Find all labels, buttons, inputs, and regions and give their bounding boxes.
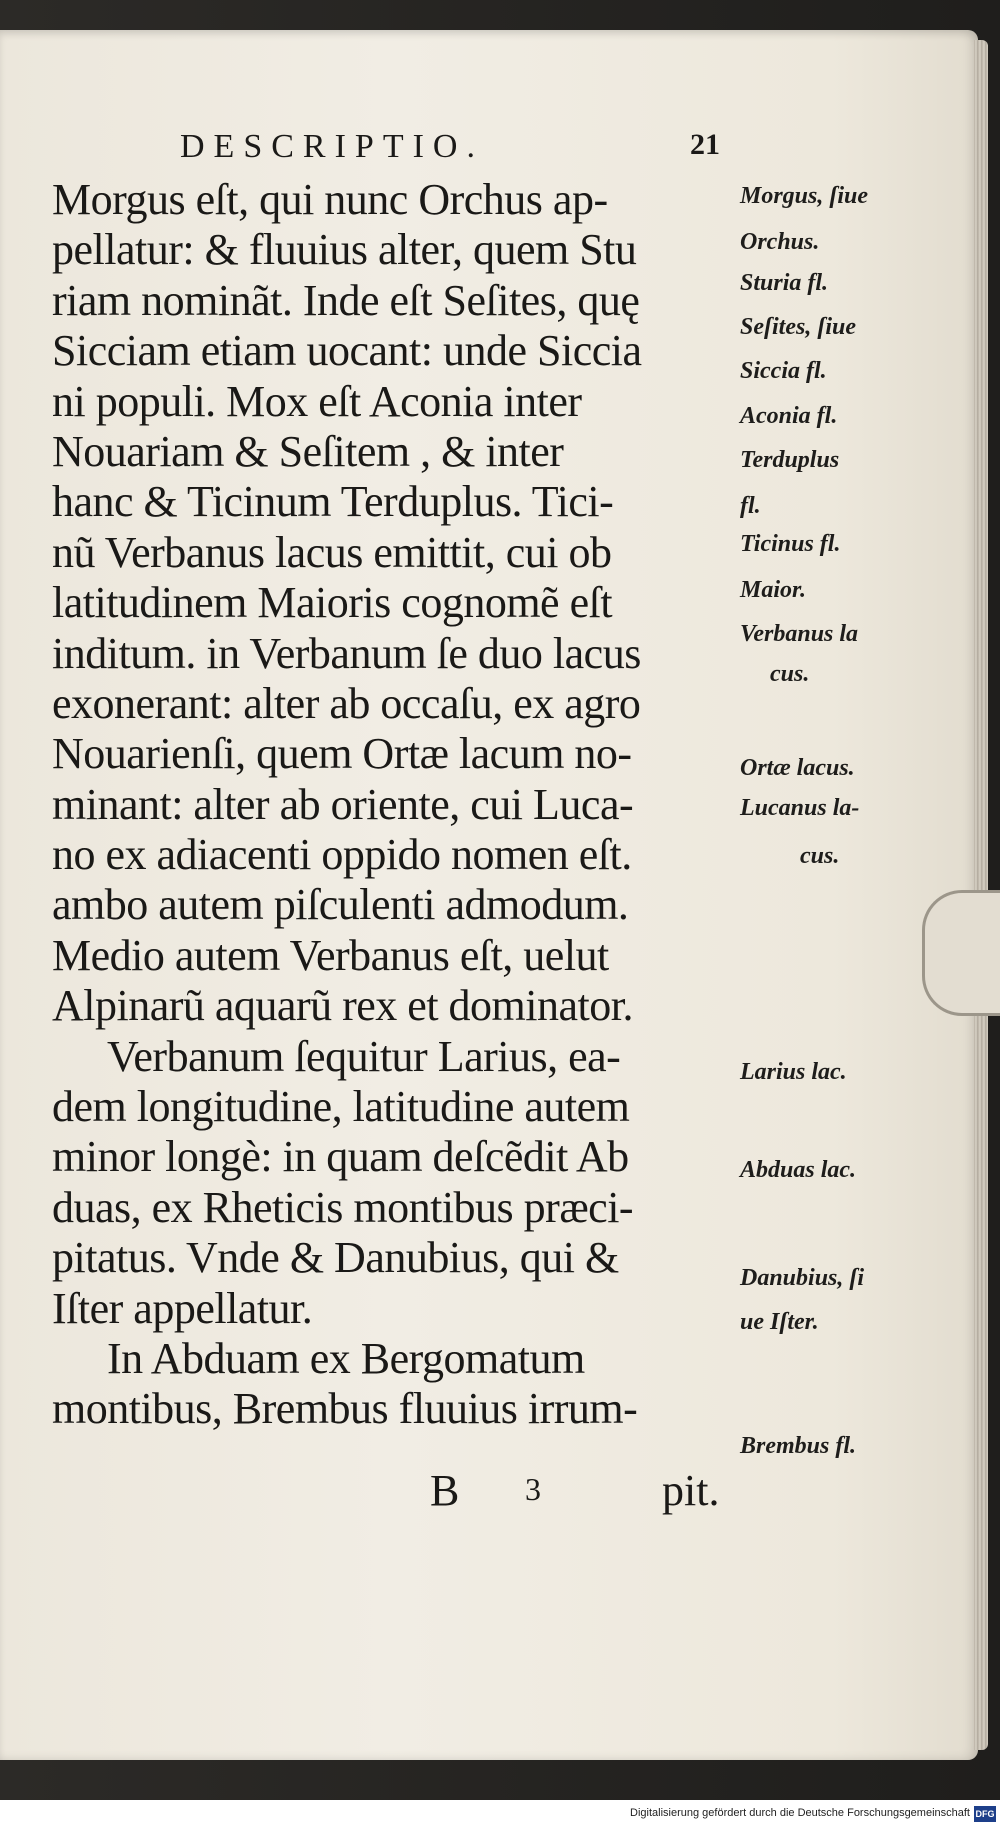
text-line: Iſter appellatur. <box>52 1283 313 1333</box>
text-line: Sicciam etiam uocant: unde Siccia <box>52 326 642 376</box>
text-line: pitatus. Vnde & Danubius, qui & <box>52 1233 619 1283</box>
footer-bar <box>0 1800 1000 1829</box>
margin-note: Aconia fl. <box>740 403 838 429</box>
text-line: minor longè: in quam deſcẽdit Ab <box>52 1132 629 1182</box>
margin-note: Larius lac. <box>740 1059 847 1085</box>
text-line: ambo autem piſculenti admodum. <box>52 880 629 930</box>
text-line: latitudinem Maioris cognomẽ eſt <box>52 578 613 628</box>
page-number: 21 <box>690 128 720 161</box>
margin-note: Lucanus la- <box>740 795 860 821</box>
margin-note: cus. <box>800 843 840 869</box>
margin-note: Seſites, ſiue <box>740 314 856 340</box>
signature-mark: B <box>430 1466 460 1515</box>
running-title: DESCRIPTIO. <box>180 128 484 165</box>
text-line: Nouariam & Seſitem , & inter <box>52 426 564 476</box>
text-line: Medio autem Verbanus eſt, uelut <box>52 930 609 980</box>
text-line: nũ Verbanus lacus emittit, cui ob <box>52 527 612 577</box>
signature-number: 3 <box>525 1471 541 1507</box>
text-line: In Abduam ex Bergomatum <box>107 1333 585 1383</box>
text-line: duas, ex Rheticis montibus præci- <box>52 1182 634 1232</box>
catchword: pit. <box>662 1466 720 1515</box>
margin-note: Verbanus la <box>740 621 859 647</box>
margin-note: Ticinus fl. <box>740 531 841 557</box>
margin-note: fl. <box>740 493 761 519</box>
text-line: Alpinarũ aquarũ rex et dominator. <box>52 981 633 1031</box>
margin-note: ue Iſter. <box>740 1309 819 1335</box>
margin-note: Siccia fl. <box>740 358 827 384</box>
page-header <box>180 128 740 178</box>
margin-note: Brembus fl. <box>740 1433 857 1459</box>
text-line: minant: alter ab oriente, cui Luca- <box>52 779 634 829</box>
text-line: exonerant: alter ab occaſu, ex agro <box>52 678 641 728</box>
text-line: hanc & Ticinum Terduplus. Tici- <box>52 477 614 527</box>
text-line: inditum. in Verbanum ſe duo lacus <box>52 628 641 678</box>
digitization-credit: Digitalisierung gefördert durch die Deutsche Forschungsgemeinschaft <box>630 1807 970 1819</box>
text-line: pellatur: & fluuius alter, quem Stu <box>52 225 637 275</box>
text-line: montibus, Brembus fluuius irrum- <box>52 1384 638 1434</box>
clasp-tab <box>922 890 1000 1016</box>
margin-note: Abduas lac. <box>740 1157 857 1183</box>
margin-note: Orchus. <box>740 229 820 255</box>
text-line: Nouarienſi, quem Ortæ lacum no- <box>52 729 632 779</box>
margin-note: Maior. <box>740 577 807 603</box>
text-line: ni populi. Mox eſt Aconia inter <box>52 376 582 426</box>
text-line: Morgus eſt, qui nunc Orchus ap- <box>52 175 608 224</box>
text-line: dem longitudine, latitudine autem <box>52 1082 630 1132</box>
catchline <box>430 1465 730 1521</box>
text-line: riam nominãt. Inde eſt Seſites, quę <box>52 275 640 325</box>
margin-note: Morgus, ſiue <box>740 183 869 209</box>
text-line: no ex adiacenti oppido nomen eſt. <box>52 830 632 880</box>
main-text-block <box>52 175 742 1435</box>
margin-note: Sturia fl. <box>740 270 829 296</box>
margin-note: Terduplus <box>740 447 840 473</box>
margin-note: Danubius, ſi <box>740 1265 865 1291</box>
dfg-logo-icon: DFG <box>974 1806 996 1822</box>
margin-note: Ortæ lacus. <box>740 755 855 781</box>
text-line: Verbanum ſequitur Larius, ea- <box>107 1031 621 1081</box>
margin-note: cus. <box>770 661 810 687</box>
